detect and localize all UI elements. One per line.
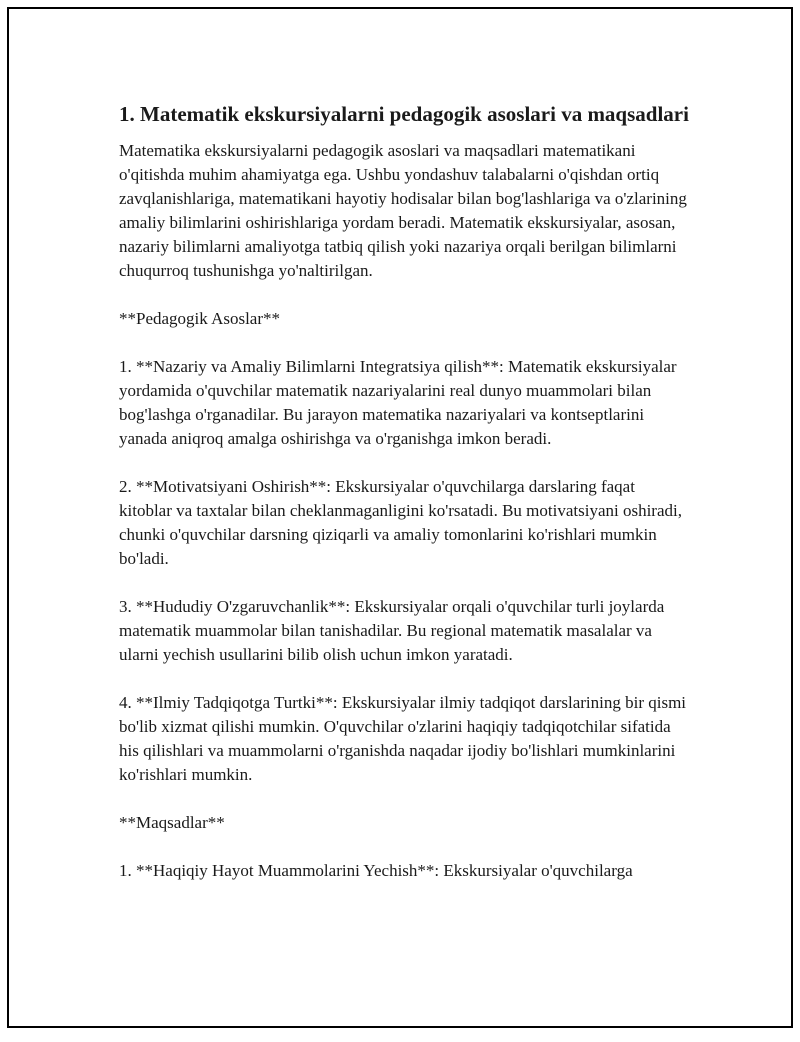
list-item-research-impulse: 4. **Ilmiy Tadqiqotga Turtki**: Ekskursiyalar ilmiy tadqiqot darslarining bir qismi bo'lib xizmat qilishi mumkin. O'quvchilar o'zlarini haqiqiy tadqiqotchilar sifatida his qilishlari va muammolarni o'rganishda naqadar ijodiy bo'lishlari mumkinlarini ko'rishlari mumkin.	[119, 693, 687, 784]
section-heading: 1. Matematik ekskursiyalarni pedagogik asoslari va maqsadlari	[119, 102, 689, 126]
intro-paragraph: Matematika ekskursiyalarni pedagogik asoslari va maqsadlari matematikani o'qitishda muhim ahamiyatga ega. Ushbu yondashuv talabalarni o'qishdan ortiq zavqlanishlariga, matematikani hayotiy hodisalar bilan bog'lashlariga va o'zlarining amaliy bilimlarini oshirishlariga yordam beradi. Matematik ekskursiyalar, asosan, nazariy bilimlarni amaliyotga tatbiq qilish yoki nazariya orqali berilgan bilimlarni chuqurroq tushunishga yo'naltirilgan.	[119, 141, 687, 280]
list-item-real-life-problems: 1. **Haqiqiy Hayot Muammolarini Yechish**: Ekskursiyalar o'quvchilarga	[119, 861, 633, 880]
list-item-integration: 1. **Nazariy va Amaliy Bilimlarni Integratsiya qilish**: Matematik ekskursiyalar yordamida o'quvchilar matematik nazariyalarini real dunyo muammolari bilan bog'lashga o'rganadilar. Bu jarayon matematika nazariyalari va kontseptlarini yanada aniqroq amalga oshirishga va o'rganishga imkon beradi.	[119, 357, 677, 448]
document-body	[119, 100, 689, 907]
list-item-motivation: 2. **Motivatsiyani Oshirish**: Ekskursiyalar o'quvchilarga darslaring faqat kitoblar va taxtalar bilan cheklanmaganligini ko'rsatadi. Bu motivatsiyani oshiradi, chunki o'quvchilar darsning qiziqarli va amaliy tomonlarini ko'rishlari mumkin bo'ladi.	[119, 477, 682, 568]
goals-heading: **Maqsadlar**	[119, 813, 225, 832]
pedagogical-basis-heading: **Pedagogik Asoslar**	[119, 309, 281, 328]
list-item-regional-variability: 3. **Hududiy O'zgaruvchanlik**: Ekskursiyalar orqali o'quvchilar turli joylarda matematik muammolar bilan tanishadilar. Bu regional matematik masalalar va ularni yechish usullarini bilib olish uchun imkon yaratadi.	[119, 597, 665, 664]
document-page	[7, 7, 793, 1028]
